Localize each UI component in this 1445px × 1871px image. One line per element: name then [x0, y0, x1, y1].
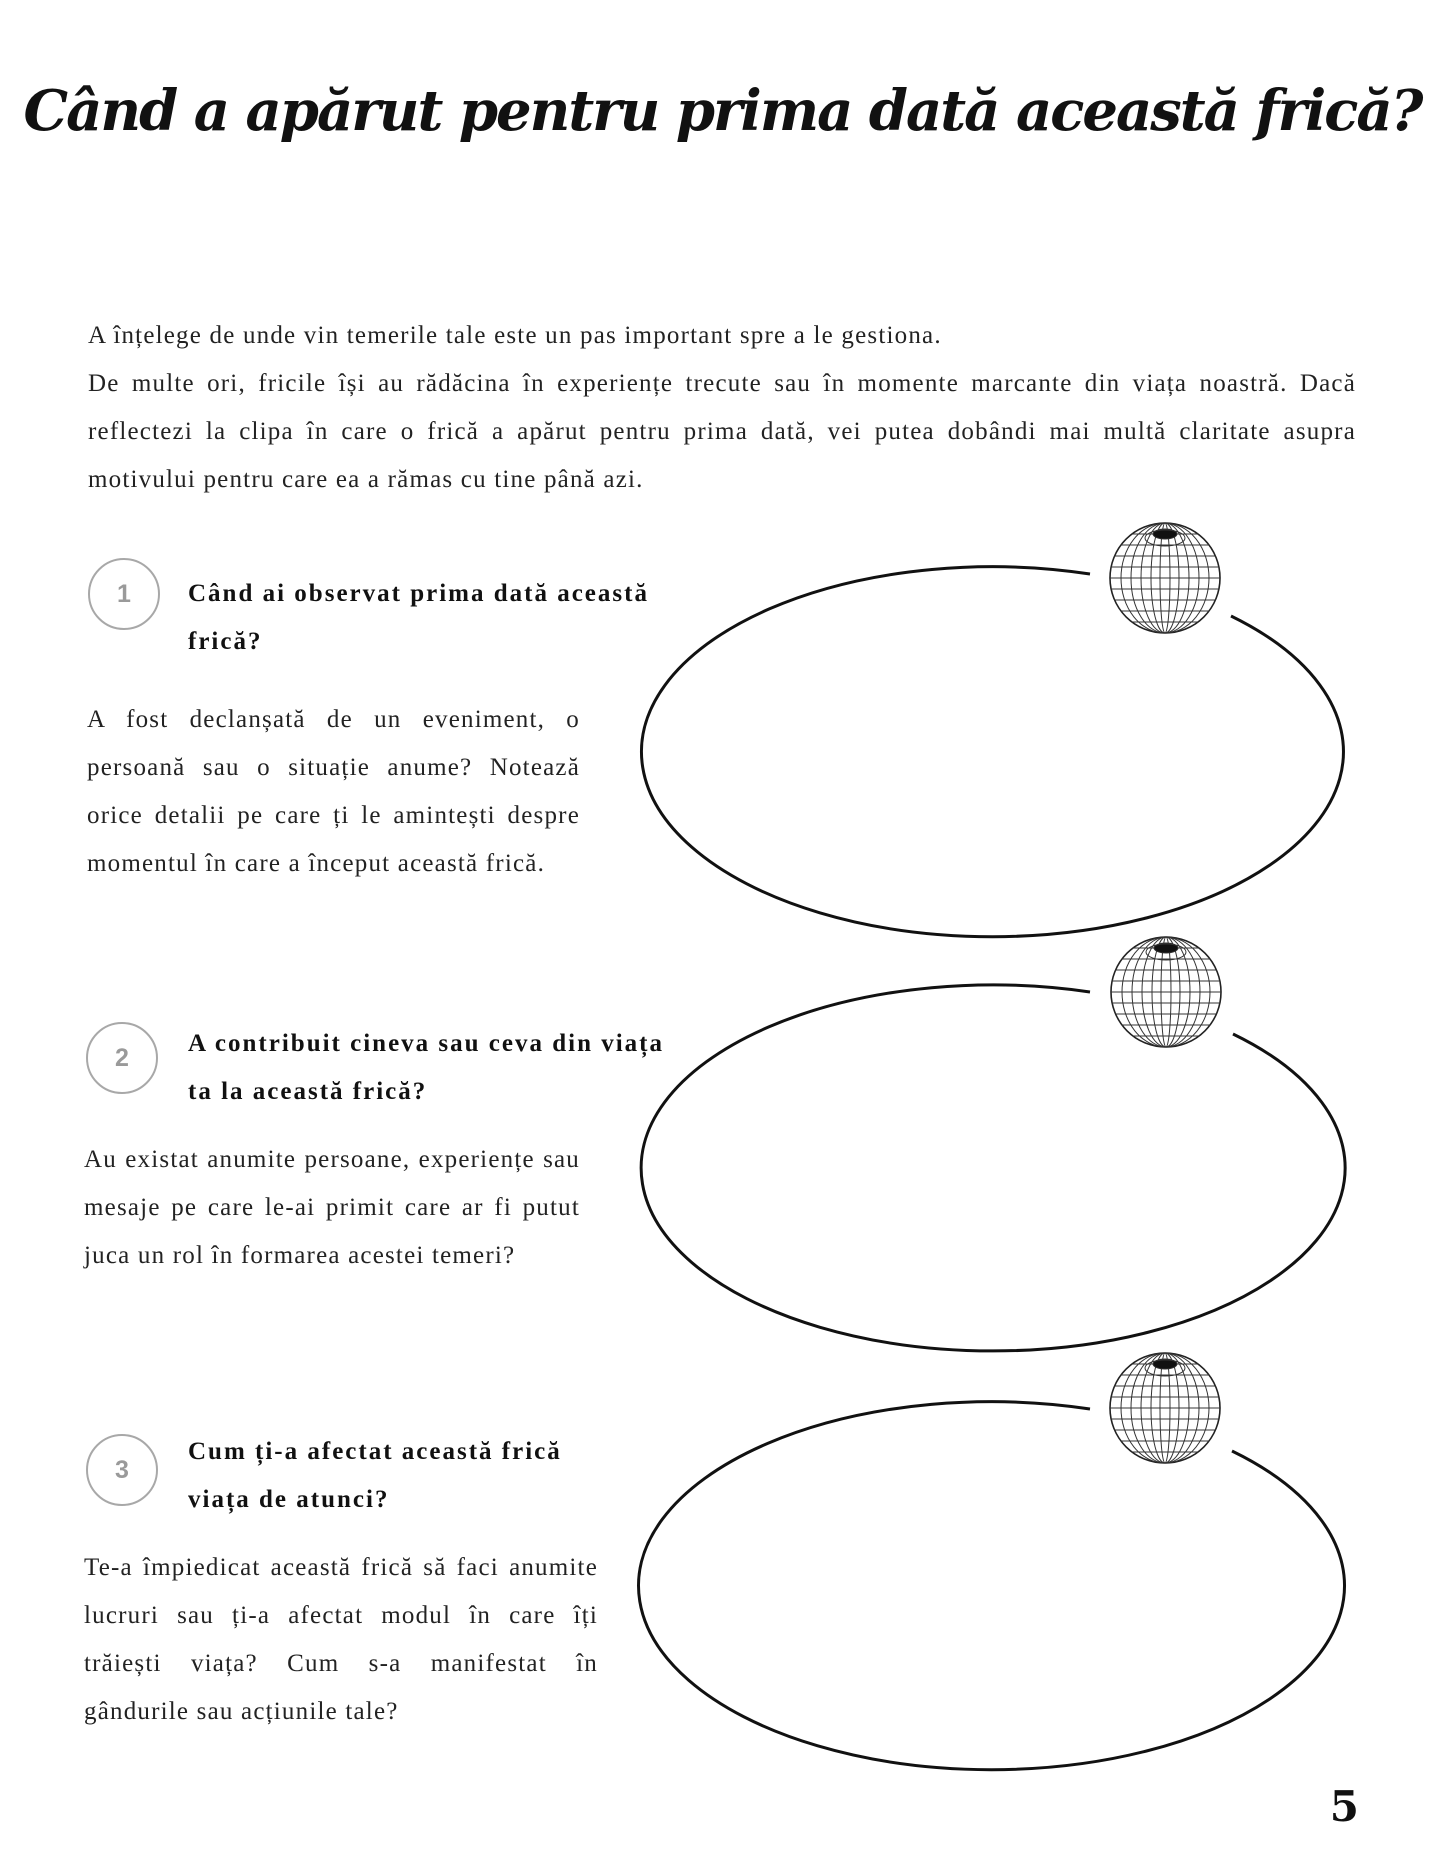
question-number-3: 3	[86, 1434, 158, 1506]
intro-line: A înțelege de unde vin temerile tale este un pas important spre a le gestiona.	[88, 322, 942, 349]
question-number-2: 2	[86, 1022, 158, 1094]
question-number-1: 1	[88, 558, 160, 630]
page-number: 5	[1329, 1782, 1359, 1831]
question-title-3: Cum ți-a afectat această frică viața de atunci?	[188, 1438, 562, 1513]
answer-oval-2[interactable]	[641, 985, 1345, 1351]
answer-oval-1[interactable]	[641, 567, 1343, 937]
wireframe-globe-icon	[1110, 1353, 1220, 1463]
page-title: Când a apărut pentru prima dată această frică?	[23, 78, 1422, 144]
question-title-2: A contribuit cineva sau ceva din viața ta la această frică?	[188, 1030, 665, 1105]
question-title-1: Când ai observat prima dată această frică?	[188, 580, 649, 655]
question-body-2: Au existat anumite persoane, experiențe sau mesaje pe care le-ai primit care ar fi putut juca un rol în formarea acestei temeri?	[84, 1146, 580, 1269]
answer-oval-3[interactable]	[639, 1402, 1345, 1770]
intro-paragraph: De multe ori, fricile își au rădăcina în experiențe trecute sau în momente marcante din viața noastră. Dacă reflectezi la clipa în care o frică a apărut pentru prima dată, vei putea dobândi mai multă claritate asupra motivului pentru care ea a rămas cu tine până azi.	[88, 370, 1356, 493]
wireframe-globe-icon	[1111, 937, 1221, 1047]
wireframe-globe-icon	[1110, 523, 1220, 633]
question-body-3: Te-a împiedicat această frică să faci anumite lucruri sau ți-a afectat modul în care îți trăiești viața? Cum s-a manifestat în gândurile sau acțiunile tale?	[84, 1554, 598, 1725]
question-body-1: A fost declanșată de un eveniment, o persoană sau o situație anume? Notează orice detalii pe care ți le amintești despre momentul în care a început această frică.	[87, 706, 580, 877]
